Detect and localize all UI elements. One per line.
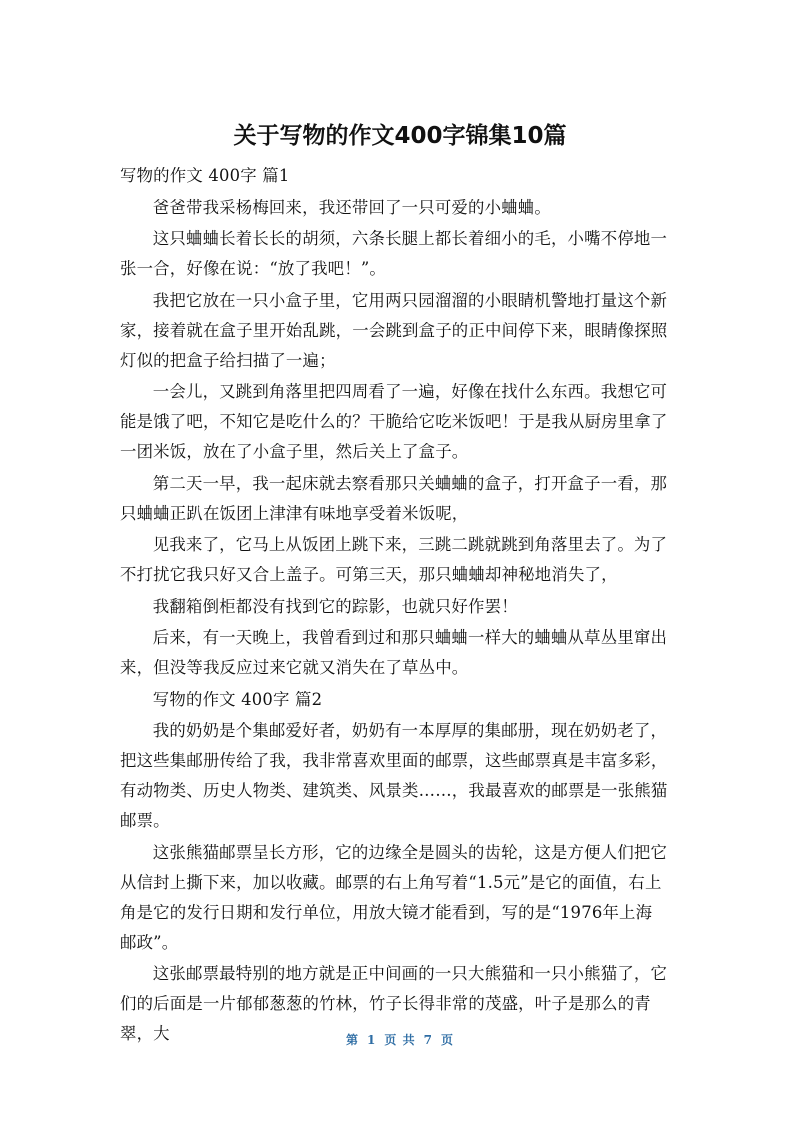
footer-prefix: 第: [346, 1033, 360, 1047]
page-footer: [0, 1032, 800, 1048]
document-body: [120, 161, 668, 1051]
paragraph: 后来，有一天晚上，我曾看到过和那只蛐蛐一样大的蛐蛐从草丛里窜出来，但没等我反应过来它就又消失在了草丛中。: [120, 628, 668, 677]
paragraph: 我的奶奶是个集邮爱好者，奶奶有一本厚厚的集邮册，现在奶奶老了，把这些集邮册传给了我，我非常喜欢里面的邮票，这些邮票真是丰富多彩，有动物类、历史人物类、建筑类、风景类……，我最喜欢的邮票是一张熊猫邮票。: [120, 721, 668, 830]
paragraph: 这张熊猫邮票呈长方形，它的边缘全是圆头的齿轮，这是方便人们把它从信封上撕下来，加以收藏。邮票的右上角写着“1.5元”是它的面值，右上角是它的发行日期和发行单位，用放大镜才能看到，写的是“1976年上海邮政”。: [120, 842, 668, 952]
paragraph: 一会儿，又跳到角落里把四周看了一遍，好像在找什么东西。我想它可能是饿了吧，不知它是吃什么的？干脆给它吃米饭吧！于是我从厨房里拿了一团米饭，放在了小盒子里，然后关上了盒子。: [120, 382, 668, 461]
section-heading: 写物的作文 400字 篇1: [120, 166, 290, 185]
paragraph: 我翻箱倒柜都没有找到它的踪影，也就只好作罢！: [152, 596, 518, 616]
document-title: 关于写物的作文400字锦集10篇: [233, 123, 567, 149]
paragraph: 爸爸带我采杨梅回来，我还带回了一只可爱的小蛐蛐。: [152, 197, 551, 217]
footer-total-pages: 7: [423, 1033, 433, 1047]
footer-mid: 页 共: [384, 1033, 416, 1047]
paragraph: 这张邮票最特别的地方就是正中间画的一只大熊猫和一只小熊猫了，它们的后面是一片郁郁葱葱的竹林，竹子长得非常的茂盛，叶子是那么的青翠，大: [120, 964, 668, 1043]
paragraph: 第二天一早，我一起床就去察看那只关蛐蛐的盒子，打开盒子一看，那只蛐蛐正趴在饭团上津津有味地享受着米饭呢，: [120, 473, 668, 523]
paragraph: 这只蛐蛐长着长长的胡须，六条长腿上都长着细小的毛，小嘴不停地一张一合，好像在说：“放了我吧！”。: [120, 229, 668, 278]
footer-page-number: 1: [367, 1033, 377, 1047]
footer-suffix: 页: [440, 1033, 454, 1047]
paragraph: 见我来了，它马上从饭团上跳下来，三跳二跳就跳到角落里去了。为了不打扰它我只好又合上盖子。可第三天，那只蛐蛐却神秘地消失了，: [120, 535, 668, 584]
paragraph: 我把它放在一只小盒子里，它用两只园溜溜的小眼睛机警地打量这个新家，接着就在盒子里开始乱跳，一会跳到盒子的正中间停下来，眼睛像探照灯似的把盒子给扫描了一遍；: [120, 290, 668, 370]
section-heading: 写物的作文 400字 篇2: [152, 689, 323, 709]
